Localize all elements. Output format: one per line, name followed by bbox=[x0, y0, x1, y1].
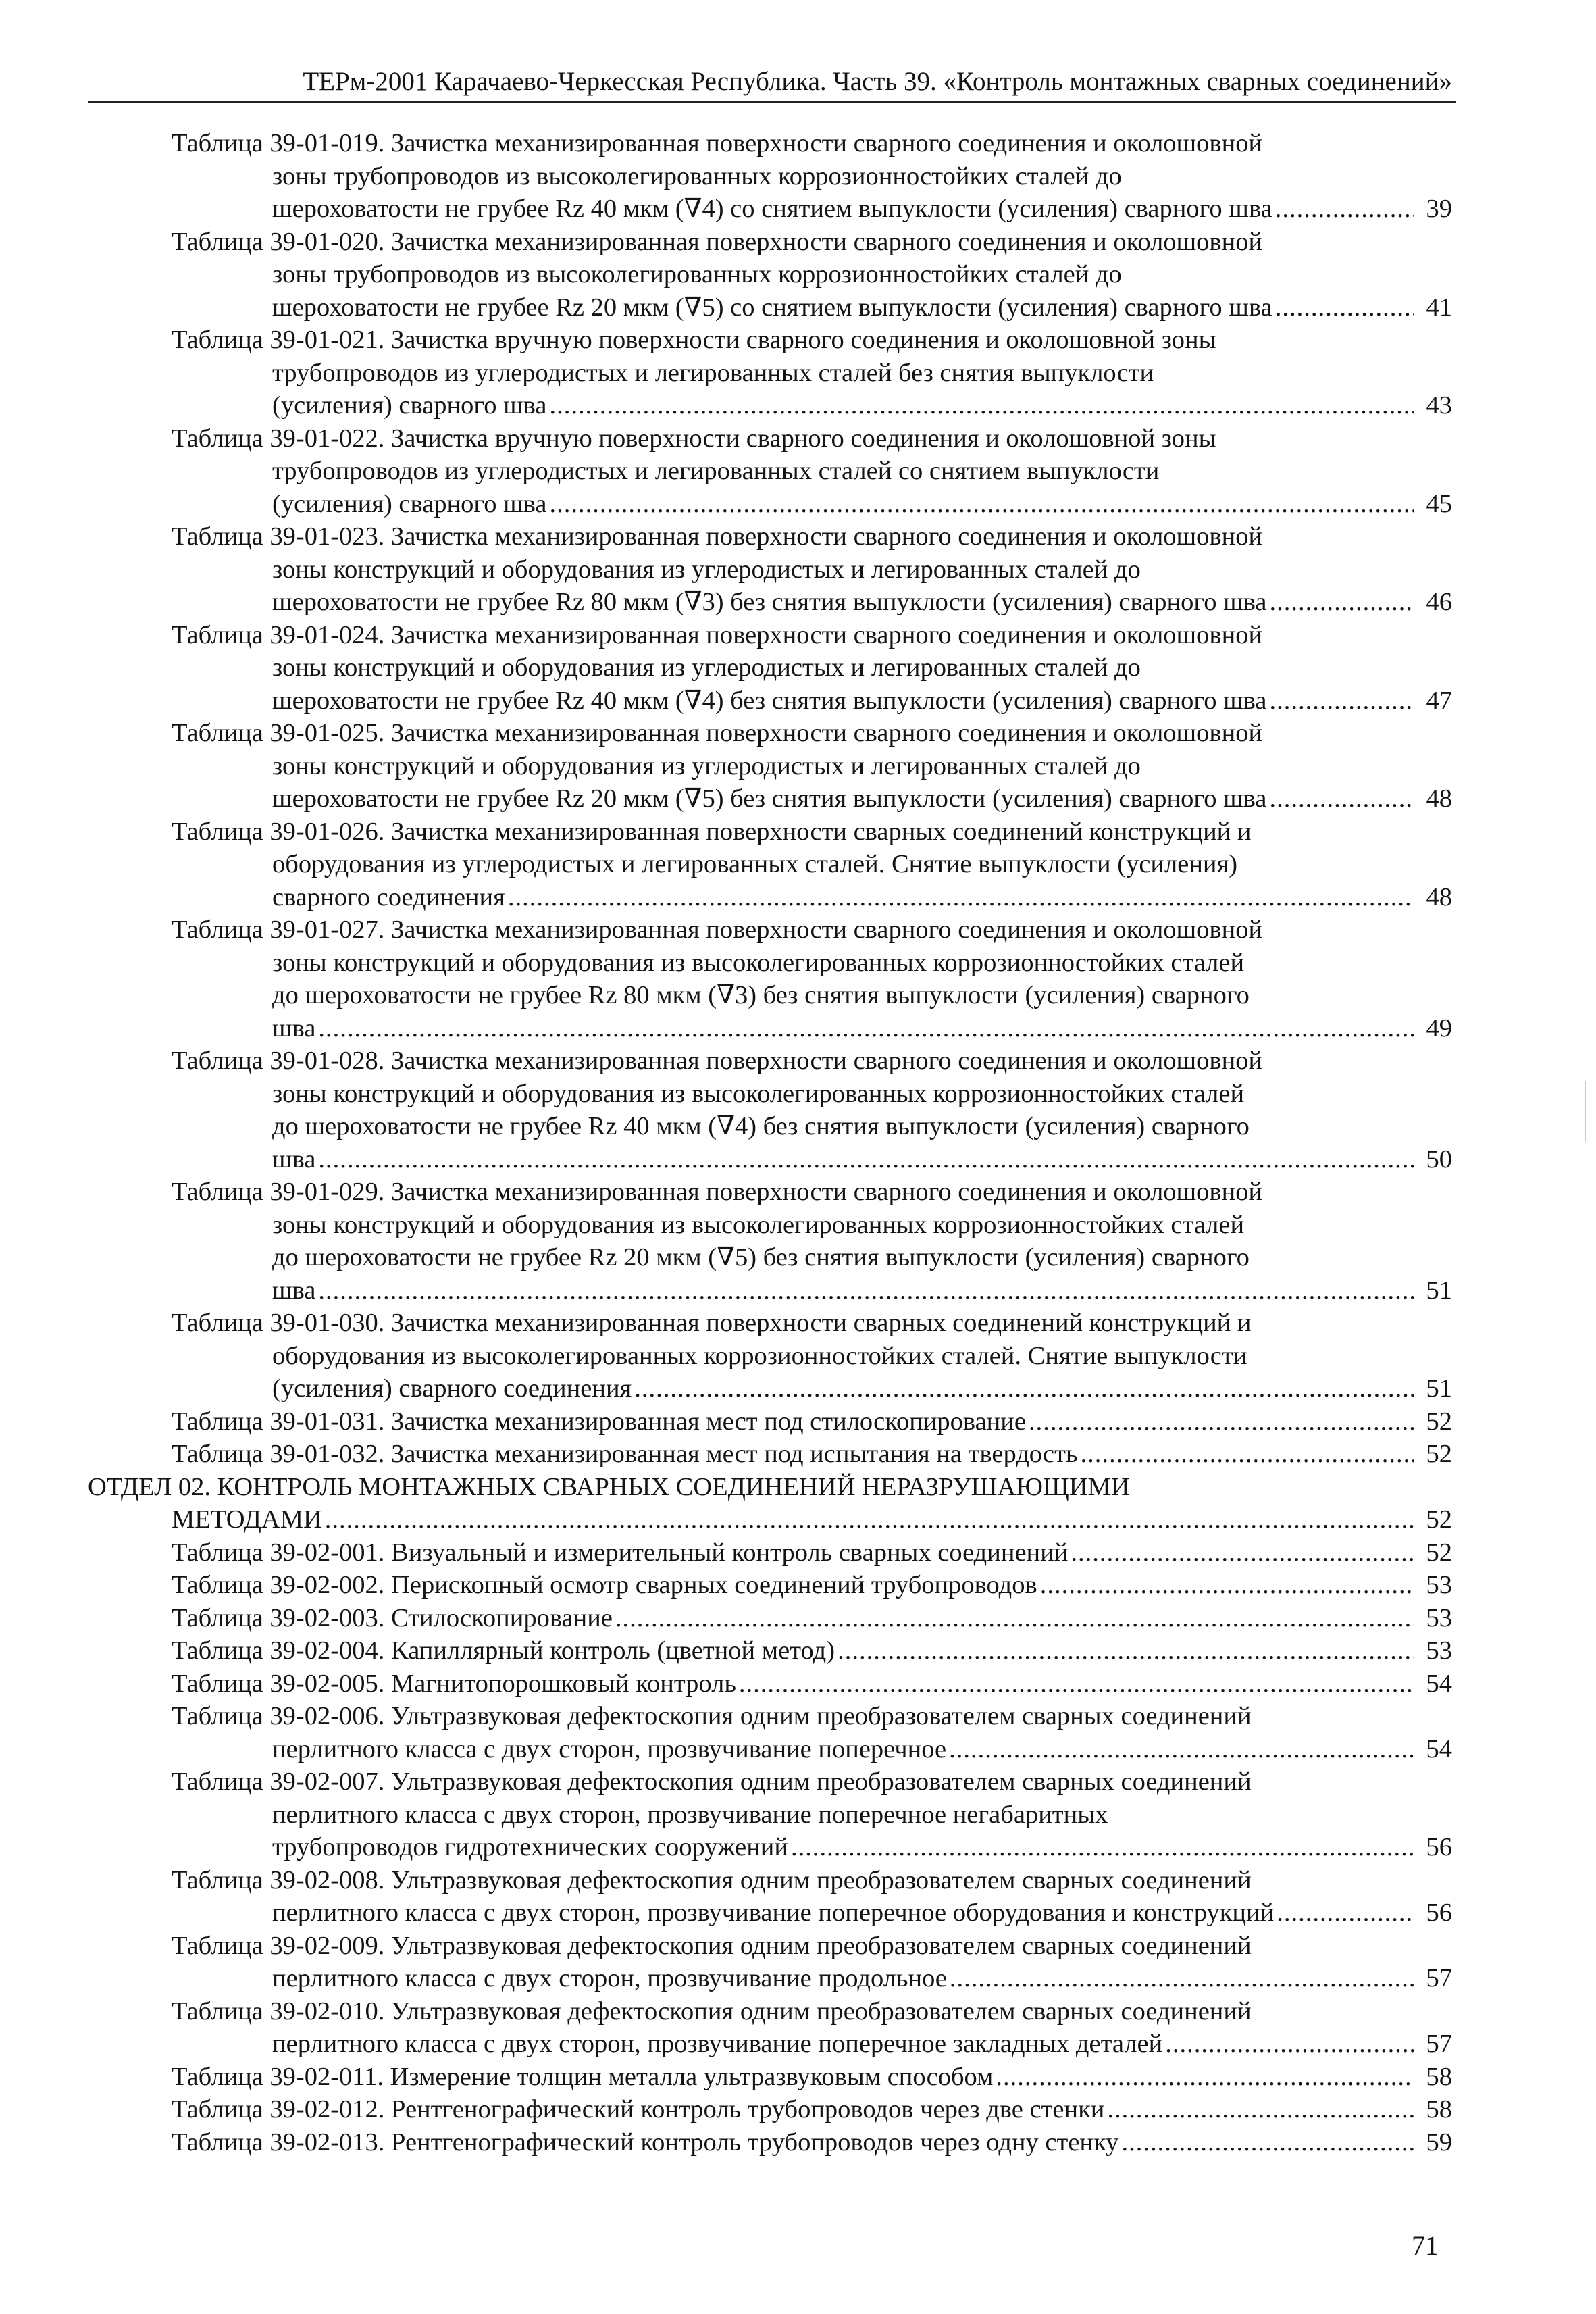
toc-entry-line bbox=[0, 2093, 1452, 2126]
toc-table-entry bbox=[0, 1307, 1596, 1405]
toc-entry-line: Таблица 39-01-020. Зачистка механизированная поверхности сварного соединения и околошовной bbox=[172, 227, 1263, 256]
toc-entry-line bbox=[0, 2028, 1452, 2061]
toc-entry-line: Таблица 39-01-023. Зачистка механизированная поверхности сварного соединения и околошовной bbox=[172, 522, 1263, 551]
toc-table-entry bbox=[0, 1602, 1596, 1635]
dot-leader bbox=[1080, 1438, 1414, 1471]
toc-entry-line bbox=[0, 1602, 1452, 1635]
toc-table-entry bbox=[0, 127, 1596, 226]
toc-entry-line bbox=[0, 782, 1452, 815]
dot-leader bbox=[550, 488, 1415, 521]
dot-leader bbox=[318, 1143, 1414, 1176]
toc-table-entry bbox=[0, 1864, 1596, 1930]
toc-entry-line bbox=[0, 291, 1452, 324]
toc-entry-text: перлитного класса с двух сторон, прозвучивание поперечное оборудования и конструкций bbox=[272, 1898, 1275, 1927]
toc-entry-line: Таблица 39-01-027. Зачистка механизированная поверхности сварного соединения и околошовной bbox=[172, 915, 1263, 944]
toc-entry-line: оборудования из углеродистых и легированных сталей. Снятие выпуклости (усиления) bbox=[272, 850, 1238, 878]
toc-page-ref: 49 bbox=[1426, 1013, 1452, 1042]
page-number: 71 bbox=[1412, 2230, 1439, 2261]
dot-leader bbox=[739, 1667, 1414, 1701]
toc-entry-text: Таблица 39-01-031. Зачистка механизированная мест под стилоскопирование bbox=[172, 1407, 1026, 1436]
toc-table-entry bbox=[0, 324, 1596, 422]
toc-entry-line: зоны конструкций и оборудования из углеродистых и легированных сталей до bbox=[272, 555, 1141, 584]
toc-entry-line bbox=[0, 2061, 1452, 2094]
toc-entry-line: трубопроводов из углеродистых и легированных сталей со снятием выпуклости bbox=[272, 457, 1160, 485]
toc-entry-line bbox=[0, 488, 1452, 521]
toc-entry-line: Таблица 39-01-030. Зачистка механизированная поверхности сварных соединений конструкций и bbox=[172, 1309, 1252, 1337]
toc-entry-line: Таблица 39-01-026. Зачистка механизированная поверхности сварных соединений конструкций и bbox=[172, 817, 1252, 846]
toc-page-ref: 59 bbox=[1426, 2128, 1452, 2157]
toc-entry-text: шва bbox=[272, 1276, 316, 1305]
toc-entry-line: до шероховатости не грубее Rz 40 мкм (∇4) без снятия выпуклости (усиления) сварного bbox=[272, 1112, 1250, 1140]
toc-entry-line bbox=[0, 1733, 1452, 1766]
toc-entry-line: Таблица 39-01-029. Зачистка механизированная поверхности сварного соединения и околошовной bbox=[172, 1178, 1263, 1206]
toc-page-ref: 52 bbox=[1426, 1407, 1452, 1436]
toc-entry-text: Таблица 39-02-011. Измерение толщин металла ультразвуковым способом bbox=[172, 2062, 994, 2091]
toc-page-ref: 56 bbox=[1426, 1833, 1452, 1861]
toc-entry-text: Таблица 39-02-013. Рентгенографический контроль трубопроводов через одну стенку bbox=[172, 2128, 1119, 2157]
dot-leader bbox=[508, 881, 1414, 914]
dot-leader bbox=[1269, 782, 1414, 815]
toc-entry-line bbox=[0, 1536, 1452, 1569]
toc-page-ref: 52 bbox=[1426, 1505, 1452, 1534]
toc-table-entry bbox=[0, 226, 1596, 324]
toc-page-ref: 48 bbox=[1426, 784, 1452, 813]
toc-entry-line: Таблица 39-01-024. Зачистка механизированная поверхности сварного соединения и околошовной bbox=[172, 620, 1263, 649]
toc-entry-line: зоны конструкций и оборудования из углеродистых и легированных сталей до bbox=[272, 653, 1141, 682]
toc-entry-line: Таблица 39-02-006. Ультразвуковая дефектоскопия одним преобразователем сварных соединений bbox=[172, 1702, 1252, 1730]
dot-leader bbox=[996, 2061, 1414, 2094]
dot-leader bbox=[1071, 1536, 1414, 1569]
toc-entry-text: перлитного класса с двух сторон, прозвучивание поперечное bbox=[272, 1734, 947, 1763]
toc-entry-line bbox=[0, 1438, 1452, 1471]
scan-artifact bbox=[1585, 1081, 1586, 1142]
toc-table-entry bbox=[0, 1765, 1596, 1864]
dot-leader bbox=[1165, 2028, 1414, 2061]
toc-table-entry bbox=[0, 1045, 1596, 1176]
dot-leader bbox=[318, 1012, 1414, 1045]
toc-entry-line bbox=[0, 881, 1452, 914]
toc-entry-text: Таблица 39-02-002. Перископный осмотр сварных соединений трубопроводов bbox=[172, 1571, 1037, 1599]
toc-table-entry bbox=[0, 520, 1596, 619]
toc-page-ref: 46 bbox=[1426, 588, 1452, 616]
toc-entry-line bbox=[0, 1274, 1452, 1307]
toc-entry-text: МЕТОДАМИ bbox=[172, 1505, 322, 1534]
toc-entry-line: оборудования из высоколегированных коррозионностойких сталей. Снятие выпуклости bbox=[272, 1341, 1247, 1370]
dot-leader bbox=[1275, 291, 1414, 324]
dot-leader bbox=[634, 1372, 1414, 1405]
toc-page-ref: 45 bbox=[1426, 489, 1452, 518]
toc-entry-text: шероховатости не грубее Rz 40 мкм (∇4) без снятия выпуклости (усиления) сварного шва bbox=[272, 686, 1267, 715]
toc-page-ref: 58 bbox=[1426, 2095, 1452, 2123]
toc-entry-line: Таблица 39-01-022. Зачистка вручную поверхности сварного соединения и околошовной зоны bbox=[172, 424, 1216, 453]
toc-entry-line bbox=[0, 1405, 1452, 1438]
dot-leader bbox=[1107, 2093, 1414, 2126]
toc-entry-text: шва bbox=[272, 1145, 316, 1174]
toc-entry-text: шва bbox=[272, 1013, 316, 1042]
toc-page-ref: 57 bbox=[1426, 2030, 1452, 2058]
toc-entry-line: Таблица 39-01-019. Зачистка механизированная поверхности сварного соединения и околошовной bbox=[172, 129, 1263, 157]
toc-entry-line bbox=[0, 1569, 1452, 1602]
toc-page-ref: 50 bbox=[1426, 1145, 1452, 1174]
toc-table-entry bbox=[0, 1995, 1596, 2061]
dot-leader bbox=[1040, 1569, 1414, 1602]
toc-table-entry bbox=[0, 1930, 1596, 1995]
toc-entry-line: зоны конструкций и оборудования из высоколегированных коррозионностойких сталей bbox=[272, 1210, 1245, 1239]
toc-entry-line: трубопроводов из углеродистых и легированных сталей без снятия выпуклости bbox=[272, 358, 1154, 387]
toc-entry-line bbox=[0, 684, 1452, 718]
toc-entry-line bbox=[0, 1896, 1452, 1930]
dot-leader bbox=[1121, 2126, 1414, 2159]
header-rule bbox=[88, 101, 1456, 103]
toc-page-ref: 52 bbox=[1426, 1538, 1452, 1567]
toc-entry-line bbox=[0, 2126, 1452, 2159]
toc-page-ref: 51 bbox=[1426, 1276, 1452, 1305]
toc-page-ref: 57 bbox=[1426, 1964, 1452, 1992]
dot-leader bbox=[325, 1503, 1414, 1536]
toc-entry-line: Таблица 39-01-021. Зачистка вручную поверхности сварного соединения и околошовной зоны bbox=[172, 326, 1216, 354]
toc-table-entry bbox=[0, 2093, 1596, 2126]
dot-leader bbox=[615, 1602, 1414, 1635]
toc-entry-text: трубопроводов гидротехнических сооружений bbox=[272, 1833, 789, 1861]
toc-entry-text: (усиления) сварного шва bbox=[272, 489, 547, 518]
dot-leader bbox=[1029, 1405, 1414, 1438]
toc-entry-line bbox=[0, 1012, 1452, 1045]
toc-table-entry bbox=[0, 422, 1596, 521]
toc-page-ref: 53 bbox=[1426, 1636, 1452, 1665]
toc-page-ref: 39 bbox=[1426, 195, 1452, 223]
toc-entry-line bbox=[0, 1634, 1452, 1667]
toc-entry-line: ОТДЕЛ 02. КОНТРОЛЬ МОНТАЖНЫХ СВАРНЫХ СОЕДИНЕНИЙ НЕРАЗРУШАЮЩИМИ bbox=[88, 1472, 1130, 1501]
dot-leader bbox=[550, 389, 1415, 422]
toc-entry-line: Таблица 39-02-007. Ультразвуковая дефектоскопия одним преобразователем сварных соединений bbox=[172, 1767, 1252, 1796]
toc-entry-text: Таблица 39-02-005. Магнитопорошковый контроль bbox=[172, 1669, 736, 1698]
toc-entry-text: Таблица 39-02-004. Капиллярный контроль (цветной метод) bbox=[172, 1636, 835, 1665]
toc-table-entry bbox=[0, 1438, 1596, 1471]
toc-entry-text: шероховатости не грубее Rz 40 мкм (∇4) со снятием выпуклости (усиления) сварного шва bbox=[272, 195, 1272, 223]
toc-entry-line: перлитного класса с двух сторон, прозвучивание поперечное негабаритных bbox=[272, 1800, 1108, 1829]
toc-entry-line: зоны конструкций и оборудования из углеродистых и легированных сталей до bbox=[272, 751, 1141, 780]
toc-entry-text: шероховатости не грубее Rz 80 мкм (∇3) без снятия выпуклости (усиления) сварного шва bbox=[272, 588, 1267, 616]
toc-page-ref: 41 bbox=[1426, 293, 1452, 322]
toc-entry-line bbox=[0, 586, 1452, 619]
toc-entry-line: зоны трубопроводов из высоколегированных коррозионностойких сталей до bbox=[272, 260, 1122, 288]
toc-entry-line bbox=[0, 1372, 1452, 1405]
toc-page-ref: 53 bbox=[1426, 1571, 1452, 1599]
toc-table-entry bbox=[0, 1405, 1596, 1438]
toc-table-entry bbox=[0, 815, 1596, 914]
toc-page-ref: 53 bbox=[1426, 1603, 1452, 1632]
toc-page-ref: 54 bbox=[1426, 1734, 1452, 1763]
toc-entry-text: Таблица 39-01-032. Зачистка механизированная мест под испытания на твердость bbox=[172, 1440, 1078, 1468]
toc-entry-line: до шероховатости не грубее Rz 80 мкм (∇3) без снятия выпуклости (усиления) сварного bbox=[272, 981, 1250, 1009]
toc-table-entry bbox=[0, 1176, 1596, 1307]
toc-entry-line bbox=[0, 1831, 1452, 1864]
toc-entry-line: Таблица 39-01-028. Зачистка механизированная поверхности сварного соединения и околошовной bbox=[172, 1047, 1263, 1075]
toc-entry-text: (усиления) сварного шва bbox=[272, 391, 547, 420]
toc-section-entry bbox=[0, 1471, 1596, 1536]
toc-table-entry bbox=[0, 913, 1596, 1045]
toc-page-ref: 51 bbox=[1426, 1374, 1452, 1403]
toc-page-ref: 47 bbox=[1426, 686, 1452, 715]
toc-entry-line bbox=[0, 1962, 1452, 1995]
toc-entry-line: зоны трубопроводов из высоколегированных коррозионностойких сталей до bbox=[272, 161, 1122, 191]
toc-entry-line: Таблица 39-02-010. Ультразвуковая дефектоскопия одним преобразователем сварных соединений bbox=[172, 1996, 1252, 2026]
toc-table-entry bbox=[0, 1536, 1596, 1569]
toc-entry-line bbox=[0, 1503, 1452, 1536]
toc-entry-line: зоны конструкций и оборудования из высоколегированных коррозионностойких сталей bbox=[272, 948, 1245, 977]
toc-page-ref: 54 bbox=[1426, 1669, 1452, 1698]
toc-entry-line: Таблица 39-02-008. Ультразвуковая дефектоскопия одним преобразователем сварных соединений bbox=[172, 1865, 1252, 1894]
dot-leader bbox=[791, 1831, 1414, 1864]
toc-entry-text: перлитного класса с двух сторон, прозвучивание продольное bbox=[272, 1964, 947, 1992]
dot-leader bbox=[949, 1733, 1414, 1766]
toc-entry-line: Таблица 39-01-025. Зачистка механизированная поверхности сварного соединения и околошовной bbox=[172, 719, 1263, 747]
toc-entry-line bbox=[0, 1667, 1452, 1701]
toc-entry-text: (усиления) сварного соединения bbox=[272, 1374, 632, 1403]
toc-table-entry bbox=[0, 619, 1596, 718]
toc-page-ref: 48 bbox=[1426, 882, 1452, 911]
toc-entry-line: до шероховатости не грубее Rz 20 мкм (∇5) без снятия выпуклости (усиления) сварного bbox=[272, 1243, 1250, 1272]
toc-entry-line bbox=[0, 1143, 1452, 1176]
dot-leader bbox=[1269, 586, 1414, 619]
dot-leader bbox=[1275, 193, 1414, 226]
toc-page-ref: 43 bbox=[1426, 391, 1452, 420]
dot-leader bbox=[950, 1962, 1414, 1995]
toc-table-entry bbox=[0, 2061, 1596, 2094]
toc-entry-text: шероховатости не грубее Rz 20 мкм (∇5) без снятия выпуклости (усиления) сварного шва bbox=[272, 784, 1267, 813]
toc-entry-line: зоны конструкций и оборудования из высоколегированных коррозионностойких сталей bbox=[272, 1079, 1245, 1108]
toc-page-ref: 52 bbox=[1426, 1440, 1452, 1468]
toc-entry-text: шероховатости не грубее Rz 20 мкм (∇5) со снятием выпуклости (усиления) сварного шва bbox=[272, 293, 1272, 322]
toc-table-entry bbox=[0, 1634, 1596, 1667]
toc-entry-text: Таблица 39-02-012. Рентгенографический контроль трубопроводов через две стенки bbox=[172, 2095, 1105, 2123]
dot-leader bbox=[838, 1634, 1414, 1667]
dot-leader bbox=[1277, 1896, 1414, 1930]
toc-entry-text: Таблица 39-02-001. Визуальный и измерительный контроль сварных соединений bbox=[172, 1538, 1069, 1567]
toc-entry-line bbox=[0, 193, 1452, 226]
dot-leader bbox=[1269, 684, 1414, 718]
toc-entry-text: сварного соединения bbox=[272, 882, 505, 911]
toc-entry-text: перлитного класса с двух сторон, прозвучивание поперечное закладных деталей bbox=[272, 2030, 1163, 2058]
toc-entry-line bbox=[0, 389, 1452, 422]
toc-entry-line: Таблица 39-02-009. Ультразвуковая дефектоскопия одним преобразователем сварных соединений bbox=[172, 1931, 1252, 1960]
toc-table-entry bbox=[0, 717, 1596, 815]
toc-table-entry bbox=[0, 2126, 1596, 2159]
toc-page-ref: 56 bbox=[1426, 1898, 1452, 1927]
toc-page-ref: 58 bbox=[1426, 2062, 1452, 2091]
toc-entry-text: Таблица 39-02-003. Стилоскопирование bbox=[172, 1603, 613, 1632]
table-of-contents bbox=[0, 127, 1596, 2159]
dot-leader bbox=[318, 1274, 1414, 1307]
running-header: ТЕРм-2001 Карачаево-Черкесская Республика. Часть 39. «Контроль монтажных сварных соединений» bbox=[303, 67, 1452, 96]
toc-table-entry bbox=[0, 1700, 1596, 1765]
toc-table-entry bbox=[0, 1667, 1596, 1701]
toc-table-entry bbox=[0, 1569, 1596, 1602]
